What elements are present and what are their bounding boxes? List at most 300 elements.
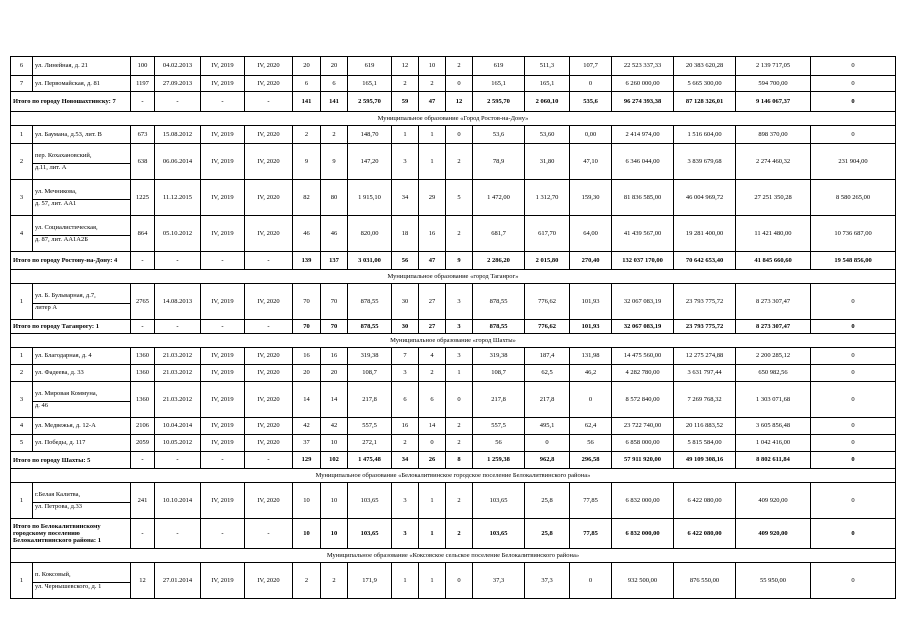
address-line: пер. Кохахановский, [35, 151, 92, 159]
area-relocated: 103,65 [473, 483, 525, 519]
plan-end: IV, 2020 [245, 126, 293, 144]
plan-start: IV, 2019 [201, 382, 245, 418]
area-relocated: 2 286,20 [473, 252, 525, 270]
cost-fund: 876 550,00 [674, 563, 736, 599]
area-private: 0 [525, 435, 570, 452]
table-row [11, 563, 896, 599]
plan-end: IV, 2020 [245, 563, 293, 599]
flats-total: 1 [392, 563, 419, 599]
year-built: - [131, 252, 155, 270]
plan-end: IV, 2020 [245, 365, 293, 382]
year-built: 638 [131, 144, 155, 180]
cost-fund: 3 631 797,44 [674, 365, 736, 382]
flats-total: 3 [392, 483, 419, 519]
area-private: 62,5 [525, 365, 570, 382]
cost-fund: 7 269 768,32 [674, 382, 736, 418]
row-number: 1 [11, 126, 33, 144]
residents-total: 70 [293, 320, 321, 334]
row-number: 4 [11, 216, 33, 252]
cost-local: 0 [811, 435, 896, 452]
date-recognized: 04.02.2013 [155, 57, 201, 76]
cost-total: 6 832 000,00 [612, 519, 674, 549]
year-built: 2765 [131, 284, 155, 320]
cost-region: 409 920,00 [736, 483, 811, 519]
flats-municipal: 0 [446, 563, 473, 599]
year-built: - [131, 320, 155, 334]
residents-relocated: 20 [321, 365, 348, 382]
residents-total: 82 [293, 180, 321, 216]
address-cell [33, 435, 131, 452]
area-municipal: 296,58 [570, 452, 612, 469]
area-relocated: 681,7 [473, 216, 525, 252]
flats-total: 7 [392, 348, 419, 365]
residents-relocated: 10 [321, 483, 348, 519]
total-row [11, 320, 896, 334]
area-relocated: 165,1 [473, 76, 525, 92]
cost-total: 2 414 974,00 [612, 126, 674, 144]
flats-private: 1 [419, 126, 446, 144]
area-municipal: 101,93 [570, 284, 612, 320]
area-relocated: 103,65 [473, 519, 525, 549]
cost-region: 2 274 460,32 [736, 144, 811, 180]
row-number: 1 [11, 284, 33, 320]
date-recognized: 06.06.2014 [155, 144, 201, 180]
cost-total: 6 832 000,00 [612, 483, 674, 519]
area-relocated: 619 [473, 57, 525, 76]
plan-start: IV, 2019 [201, 216, 245, 252]
table-row [11, 126, 896, 144]
area-municipal: 101,93 [570, 320, 612, 334]
plan-start: IV, 2019 [201, 483, 245, 519]
area-private: 53,60 [525, 126, 570, 144]
date-recognized: 10.10.2014 [155, 483, 201, 519]
plan-end: IV, 2020 [245, 284, 293, 320]
flats-municipal: 1 [446, 365, 473, 382]
residents-relocated: 80 [321, 180, 348, 216]
flats-total: 3 [392, 365, 419, 382]
cost-total: 22 523 337,33 [612, 57, 674, 76]
flats-municipal: 0 [446, 76, 473, 92]
area-municipal: 56 [570, 435, 612, 452]
cost-local: 0 [811, 57, 896, 76]
cost-local: 0 [811, 452, 896, 469]
flats-municipal: 3 [446, 348, 473, 365]
area-municipal: 131,98 [570, 348, 612, 365]
table-row [11, 435, 896, 452]
plan-end: IV, 2020 [245, 418, 293, 435]
area-municipal: 107,7 [570, 57, 612, 76]
total-row [11, 519, 896, 549]
plan-end: IV, 2020 [245, 76, 293, 92]
area-relocated: 878,55 [473, 284, 525, 320]
year-built: - [131, 92, 155, 112]
area-total: 619 [348, 57, 392, 76]
area-municipal: 0 [570, 563, 612, 599]
cost-local: 0 [811, 348, 896, 365]
residents-total: 20 [293, 57, 321, 76]
plan-start: IV, 2019 [201, 418, 245, 435]
cost-total: 57 911 920,00 [612, 452, 674, 469]
cost-region: 1 042 416,00 [736, 435, 811, 452]
table-row [11, 57, 896, 76]
cost-total: 32 067 083,19 [612, 284, 674, 320]
cost-region: 2 200 285,12 [736, 348, 811, 365]
date-recognized: 14.08.2013 [155, 284, 201, 320]
address-line: ул. Победы, д. 117 [35, 439, 86, 446]
flats-private: 6 [419, 382, 446, 418]
address-line: ул. Фадеева, д. 33 [35, 369, 84, 376]
cost-fund: 23 793 775,72 [674, 320, 736, 334]
area-municipal: 77,85 [570, 483, 612, 519]
address-cell [33, 483, 131, 519]
table-row [11, 418, 896, 435]
cost-region: 55 950,00 [736, 563, 811, 599]
address-line: ул. Благодарная, д. 4 [35, 352, 92, 359]
table-body [11, 57, 896, 599]
cost-local: 0 [811, 365, 896, 382]
area-municipal: 64,00 [570, 216, 612, 252]
residents-total: 37 [293, 435, 321, 452]
residents-total: 46 [293, 216, 321, 252]
area-total: 148,70 [348, 126, 392, 144]
cost-local: 0 [811, 563, 896, 599]
address-cell [33, 365, 131, 382]
row-number: 2 [11, 144, 33, 180]
section-header-row [11, 112, 896, 126]
plan-start: IV, 2019 [201, 365, 245, 382]
date-recognized: 27.01.2014 [155, 563, 201, 599]
table-row [11, 348, 896, 365]
area-municipal: 77,85 [570, 519, 612, 549]
area-total: 3 031,00 [348, 252, 392, 270]
register-table-page [10, 56, 896, 599]
area-total: 103,65 [348, 519, 392, 549]
year-built: 1225 [131, 180, 155, 216]
cost-local: 0 [811, 483, 896, 519]
table-row [11, 483, 896, 519]
plan-start: IV, 2019 [201, 180, 245, 216]
plan-end: IV, 2020 [245, 382, 293, 418]
total-row [11, 452, 896, 469]
cost-region: 898 370,00 [736, 126, 811, 144]
residents-relocated: 14 [321, 382, 348, 418]
flats-private: 0 [419, 435, 446, 452]
section-title: Муниципальное образование «город Таганрог» [11, 270, 896, 284]
row-number: 1 [11, 563, 33, 599]
address-cell [33, 563, 131, 599]
flats-municipal: 3 [446, 320, 473, 334]
area-total: 319,38 [348, 348, 392, 365]
area-private: 31,80 [525, 144, 570, 180]
plan-end: IV, 2020 [245, 180, 293, 216]
section-title: Муниципальное образование «город Шахты» [11, 334, 896, 348]
total-label: Итого по Белокалитвинскому городскому поселению Белокалитвинского района: 1 [11, 519, 131, 549]
residents-relocated: 137 [321, 252, 348, 270]
total-row [11, 252, 896, 270]
address-cell [33, 180, 131, 216]
plan-start: - [201, 92, 245, 112]
cost-fund: 1 516 604,00 [674, 126, 736, 144]
plan-start: IV, 2019 [201, 348, 245, 365]
residents-relocated: 6 [321, 76, 348, 92]
year-built: 1360 [131, 365, 155, 382]
year-built: 2106 [131, 418, 155, 435]
area-private: 617,70 [525, 216, 570, 252]
area-relocated: 1 472,00 [473, 180, 525, 216]
area-relocated: 557,5 [473, 418, 525, 435]
area-total: 217,8 [348, 382, 392, 418]
flats-municipal: 9 [446, 252, 473, 270]
cost-local: 0 [811, 92, 896, 112]
flats-municipal: 2 [446, 144, 473, 180]
area-relocated: 37,3 [473, 563, 525, 599]
date-recognized: 21.03.2012 [155, 365, 201, 382]
flats-private: 27 [419, 284, 446, 320]
residents-total: 42 [293, 418, 321, 435]
residents-relocated: 20 [321, 57, 348, 76]
residents-relocated: 16 [321, 348, 348, 365]
address-cell [33, 418, 131, 435]
year-built: 1360 [131, 382, 155, 418]
cost-total: 8 572 840,00 [612, 382, 674, 418]
residents-total: 2 [293, 563, 321, 599]
flats-private: 26 [419, 452, 446, 469]
area-total: 878,55 [348, 320, 392, 334]
row-number: 3 [11, 180, 33, 216]
flats-total: 18 [392, 216, 419, 252]
row-number: 5 [11, 435, 33, 452]
area-municipal: 270,40 [570, 252, 612, 270]
flats-municipal: 5 [446, 180, 473, 216]
area-total: 1 475,48 [348, 452, 392, 469]
address-cell [33, 57, 131, 76]
residents-relocated: 10 [321, 519, 348, 549]
area-relocated: 2 595,70 [473, 92, 525, 112]
address-cell [33, 76, 131, 92]
address-cell [33, 382, 131, 418]
flats-private: 1 [419, 144, 446, 180]
date-recognized: 05.10.2012 [155, 216, 201, 252]
area-relocated: 217,8 [473, 382, 525, 418]
table-row [11, 180, 896, 216]
address-line: ул. Чернышевского, д. 1 [33, 582, 130, 591]
residents-relocated: 70 [321, 284, 348, 320]
address-cell [33, 216, 131, 252]
residents-total: 129 [293, 452, 321, 469]
cost-region: 11 421 480,00 [736, 216, 811, 252]
section-header-row [11, 270, 896, 284]
area-total: 171,9 [348, 563, 392, 599]
flats-municipal: 2 [446, 418, 473, 435]
residents-total: 16 [293, 348, 321, 365]
year-built: 12 [131, 563, 155, 599]
section-title: Муниципальное образование «Белокалитвинское городское поселение Белокалитвинского района» [11, 469, 896, 483]
address-line: д. 57, лит. АА1 [33, 199, 130, 208]
plan-end: IV, 2020 [245, 483, 293, 519]
area-private: 2 015,80 [525, 252, 570, 270]
residents-total: 139 [293, 252, 321, 270]
year-built: 1197 [131, 76, 155, 92]
year-built: 864 [131, 216, 155, 252]
residents-relocated: 10 [321, 435, 348, 452]
plan-start: IV, 2019 [201, 144, 245, 180]
flats-private: 4 [419, 348, 446, 365]
residents-relocated: 70 [321, 320, 348, 334]
flats-private: 14 [419, 418, 446, 435]
area-municipal: 62,4 [570, 418, 612, 435]
plan-end: - [245, 320, 293, 334]
date-recognized: - [155, 519, 201, 549]
plan-start: IV, 2019 [201, 563, 245, 599]
cost-region: 1 303 071,68 [736, 382, 811, 418]
area-private: 1 312,70 [525, 180, 570, 216]
address-line: ул. Социалистическая, [35, 223, 98, 231]
row-number: 7 [11, 76, 33, 92]
table-row [11, 216, 896, 252]
plan-end: - [245, 92, 293, 112]
flats-private: 47 [419, 92, 446, 112]
cost-total: 23 722 740,00 [612, 418, 674, 435]
area-municipal: 535,6 [570, 92, 612, 112]
plan-end: IV, 2020 [245, 348, 293, 365]
year-built: 673 [131, 126, 155, 144]
flats-private: 47 [419, 252, 446, 270]
flats-private: 10 [419, 57, 446, 76]
area-municipal: 47,10 [570, 144, 612, 180]
area-relocated: 1 259,38 [473, 452, 525, 469]
address-line: д.11, лит. А [33, 163, 130, 172]
address-line: ул. Баумана, д.53, лит. В [35, 130, 102, 138]
date-recognized: 21.03.2012 [155, 382, 201, 418]
flats-total: 2 [392, 76, 419, 92]
date-recognized: - [155, 252, 201, 270]
area-private: 25,8 [525, 519, 570, 549]
flats-private: 1 [419, 483, 446, 519]
cost-fund: 20 116 883,52 [674, 418, 736, 435]
area-total: 272,1 [348, 435, 392, 452]
residents-relocated: 102 [321, 452, 348, 469]
residents-relocated: 2 [321, 563, 348, 599]
table-row [11, 144, 896, 180]
flats-total: 3 [392, 519, 419, 549]
section-header-row [11, 469, 896, 483]
flats-municipal: 2 [446, 483, 473, 519]
cost-region: 9 146 067,37 [736, 92, 811, 112]
residents-total: 10 [293, 483, 321, 519]
area-total: 108,7 [348, 365, 392, 382]
residents-relocated: 2 [321, 126, 348, 144]
flats-private: 27 [419, 320, 446, 334]
cost-local: 10 736 687,00 [811, 216, 896, 252]
address-line: ул. Петрова, д.33 [33, 502, 130, 511]
flats-total: 56 [392, 252, 419, 270]
cost-total: 14 475 560,00 [612, 348, 674, 365]
cost-local: 0 [811, 320, 896, 334]
cost-fund: 6 422 080,00 [674, 483, 736, 519]
plan-start: IV, 2019 [201, 284, 245, 320]
cost-total: 6 346 044,00 [612, 144, 674, 180]
plan-end: - [245, 252, 293, 270]
residents-total: 10 [293, 519, 321, 549]
year-built: 1360 [131, 348, 155, 365]
address-line: д. 87, лит. АА1А2Б [33, 235, 130, 244]
cost-local: 0 [811, 76, 896, 92]
flats-municipal: 2 [446, 435, 473, 452]
flats-total: 30 [392, 320, 419, 334]
flats-municipal: 3 [446, 284, 473, 320]
flats-total: 12 [392, 57, 419, 76]
residents-total: 70 [293, 284, 321, 320]
plan-start: IV, 2019 [201, 126, 245, 144]
row-number: 4 [11, 418, 33, 435]
area-municipal: 159,30 [570, 180, 612, 216]
residents-relocated: 42 [321, 418, 348, 435]
row-number: 1 [11, 348, 33, 365]
cost-fund: 46 004 969,72 [674, 180, 736, 216]
address-line: литер А [33, 303, 130, 312]
area-private: 962,8 [525, 452, 570, 469]
year-built: - [131, 452, 155, 469]
area-private: 776,62 [525, 320, 570, 334]
cost-total: 81 836 585,00 [612, 180, 674, 216]
flats-private: 29 [419, 180, 446, 216]
housing-register-table [10, 56, 896, 599]
row-number: 3 [11, 382, 33, 418]
cost-fund: 5 815 584,00 [674, 435, 736, 452]
section-header-row [11, 549, 896, 563]
section-header-row [11, 334, 896, 348]
cost-total: 32 067 083,19 [612, 320, 674, 334]
residents-relocated: 9 [321, 144, 348, 180]
date-recognized: - [155, 320, 201, 334]
address-line: п. Коксовый, [35, 570, 71, 578]
area-relocated: 56 [473, 435, 525, 452]
residents-total: 6 [293, 76, 321, 92]
date-recognized: 27.09.2013 [155, 76, 201, 92]
plan-start: - [201, 320, 245, 334]
area-private: 511,3 [525, 57, 570, 76]
cost-fund: 20 383 620,28 [674, 57, 736, 76]
flats-private: 2 [419, 365, 446, 382]
cost-region: 27 251 350,28 [736, 180, 811, 216]
address-line: ул. Мечникова, [35, 187, 77, 195]
cost-local: 19 548 856,00 [811, 252, 896, 270]
plan-end: IV, 2020 [245, 216, 293, 252]
total-label: Итого по городу Шахты: 5 [11, 452, 131, 469]
area-private: 776,62 [525, 284, 570, 320]
cost-fund: 19 281 400,00 [674, 216, 736, 252]
area-total: 165,1 [348, 76, 392, 92]
residents-total: 14 [293, 382, 321, 418]
total-label: Итого по городу Новошахтинску: 7 [11, 92, 131, 112]
table-row [11, 365, 896, 382]
cost-fund: 6 422 080,00 [674, 519, 736, 549]
flats-municipal: 12 [446, 92, 473, 112]
cost-total: 4 282 780,00 [612, 365, 674, 382]
year-built: 100 [131, 57, 155, 76]
area-relocated: 878,55 [473, 320, 525, 334]
flats-total: 34 [392, 180, 419, 216]
area-private: 217,8 [525, 382, 570, 418]
cost-local: 0 [811, 418, 896, 435]
flats-total: 16 [392, 418, 419, 435]
area-relocated: 108,7 [473, 365, 525, 382]
flats-total: 1 [392, 126, 419, 144]
flats-total: 6 [392, 382, 419, 418]
cost-region: 594 700,00 [736, 76, 811, 92]
area-relocated: 53,6 [473, 126, 525, 144]
area-municipal: 0,00 [570, 126, 612, 144]
